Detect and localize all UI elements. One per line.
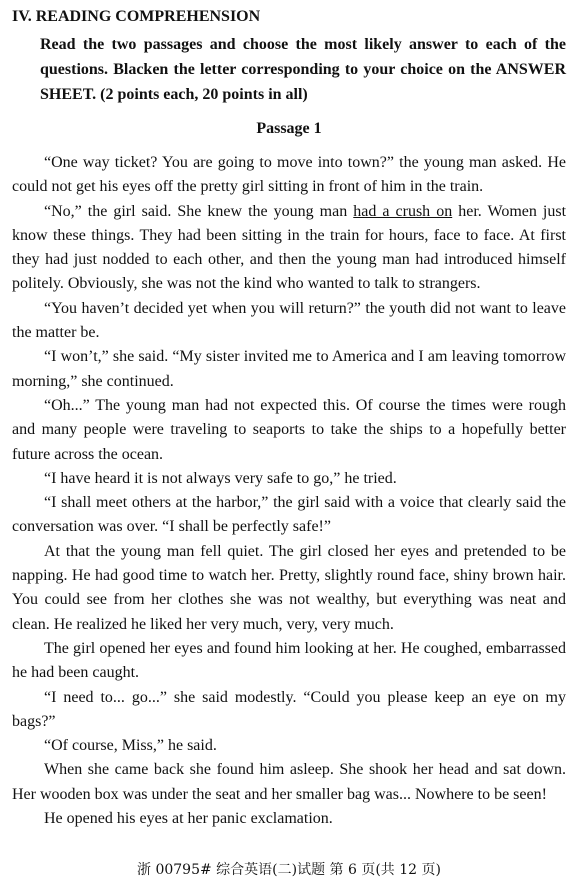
- paragraph-11: “Of course, Miss,” he said.: [44, 737, 217, 755]
- paragraph-13: He opened his eyes at her panic exclamation.: [44, 810, 333, 828]
- paragraph-9: The girl opened her eyes and found him looking at her. He coughed, embarrassed he had been caught.: [12, 639, 566, 682]
- paragraph-2-end: her. Women just know these things. They had been sitting in the train for hours, face to face. At first they had just nodded to each other, and then the young man had introduced himself politely. Obviously, she was not the kind who wanted to talk to strangers.: [12, 202, 567, 293]
- instructions: Read the two passages and choose the most likely answer to each of the questions. Blacken the letter corresponding to your choice on the ANSWER SHEET. (2 points each, 20 points in all): [40, 36, 566, 103]
- paragraph-2: [12, 200, 566, 297]
- paragraph-5: “Oh...” The young man had not expected this. Of course the times were rough and many people were traveling to seaports to take the ships to a hopefully better future across the ocean.: [12, 396, 566, 463]
- paragraph-7: “I shall meet others at the harbor,” the girl said with a voice that clearly said the conversation was over. “I shall be perfectly safe!”: [12, 494, 566, 536]
- passage-body: [12, 151, 566, 831]
- paragraph-3: “You haven’t decided yet when you will return?” the youth did not want to leave the matter be.: [12, 299, 566, 342]
- paragraph-2-start: “No,” the girl said. She knew the young man: [44, 202, 354, 220]
- paragraph-1: “One way ticket? You are going to move into town?” the young man asked. He could not get his eyes off the pretty girl sitting in front of him in the train.: [12, 154, 566, 196]
- underlined-phrase: had a crush on: [353, 202, 453, 220]
- paragraph-12: When she came back she found him asleep. She shook her head and sat down. Her wooden box was under the seat and her smaller bag was... Nowhere to be seen!: [12, 761, 566, 803]
- paragraph-8: At that the young man fell quiet. The girl closed her eyes and pretended to be napping. He had good time to watch her. Pretty, slightly round face, shiny brown hair. You could see from her clothes she was not wealthy, but everything was neat and clean. He realized he liked her very much, very, very much.: [12, 542, 566, 633]
- page-footer: 浙 00795# 综合英语(二)试题 第 6 页(共 12 页): [137, 862, 441, 878]
- paragraph-10: “I need to... go...” she said modestly. “Could you please keep an eye on my bags?”: [12, 688, 566, 730]
- paragraph-4: “I won’t,” she said. “My sister invited me to America and I am leaving tomorrow morning,” she continued.: [12, 348, 566, 390]
- paragraph-6: “I have heard it is not always very safe to go,” he tried.: [44, 469, 397, 487]
- section-heading: IV. READING COMPREHENSION: [12, 8, 261, 25]
- passage-title: Passage 1: [256, 120, 322, 137]
